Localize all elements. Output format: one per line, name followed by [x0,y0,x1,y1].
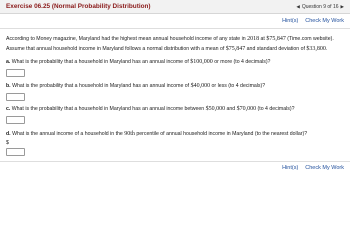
question-d: d. What is the annual income of a household in the 90th percentile of annual household income in Maryland (to the nearest dollar)? [6,131,308,137]
problem-statement: According to Money magazine, Maryland had the highest mean annual household income of any state in 2018 at $75,847 (Time.com website). Assume that annual household income in Maryland follows a normal distribution with a mean of $75,847 and standard deviation of $33,800. [6,36,334,52]
check-my-work-link-bottom[interactable]: Check My Work [305,165,344,171]
answer-b-input[interactable] [6,93,25,101]
hints-link-bottom[interactable]: Hint(s) [282,165,299,171]
previous-question-icon[interactable]: ◀ [296,3,300,9]
question-a: a. What is the probability that a household in Maryland has an annual income of $100,000 or more (to 4 decimals)? [6,59,271,65]
top-toolbar [282,18,344,24]
exercise-title: Exercise 06.25 (Normal Probability Distribution) [6,3,151,10]
exercise-header [0,0,350,14]
dollar-prefix: $ [6,140,9,146]
question-c: c. What is the probability that a household in Maryland has an annual income between $50,000 and $70,000 (to 4 decimals)? [6,106,295,112]
next-question-icon[interactable]: ▶ [340,3,344,9]
top-divider [0,28,350,29]
answer-c-input[interactable] [6,116,25,124]
mean-value: $75,847 [225,45,246,52]
bottom-toolbar [282,165,344,171]
income-value: $75,847 [266,36,286,42]
question-b: b. What is the probability that a household in Maryland has an annual income of $40,000 or less (to 4 decimals)? [6,83,266,89]
hints-link[interactable]: Hint(s) [282,18,299,24]
answer-d-input[interactable] [6,148,25,156]
standard-deviation-value: $33,800 [306,45,326,52]
answer-a-input[interactable] [6,69,25,77]
check-my-work-link[interactable]: Check My Work [305,18,344,24]
year-value: 2018 [247,36,260,42]
bottom-divider [0,161,350,162]
question-navigation [296,4,344,10]
question-counter: Question 9 of 16 [301,3,339,10]
